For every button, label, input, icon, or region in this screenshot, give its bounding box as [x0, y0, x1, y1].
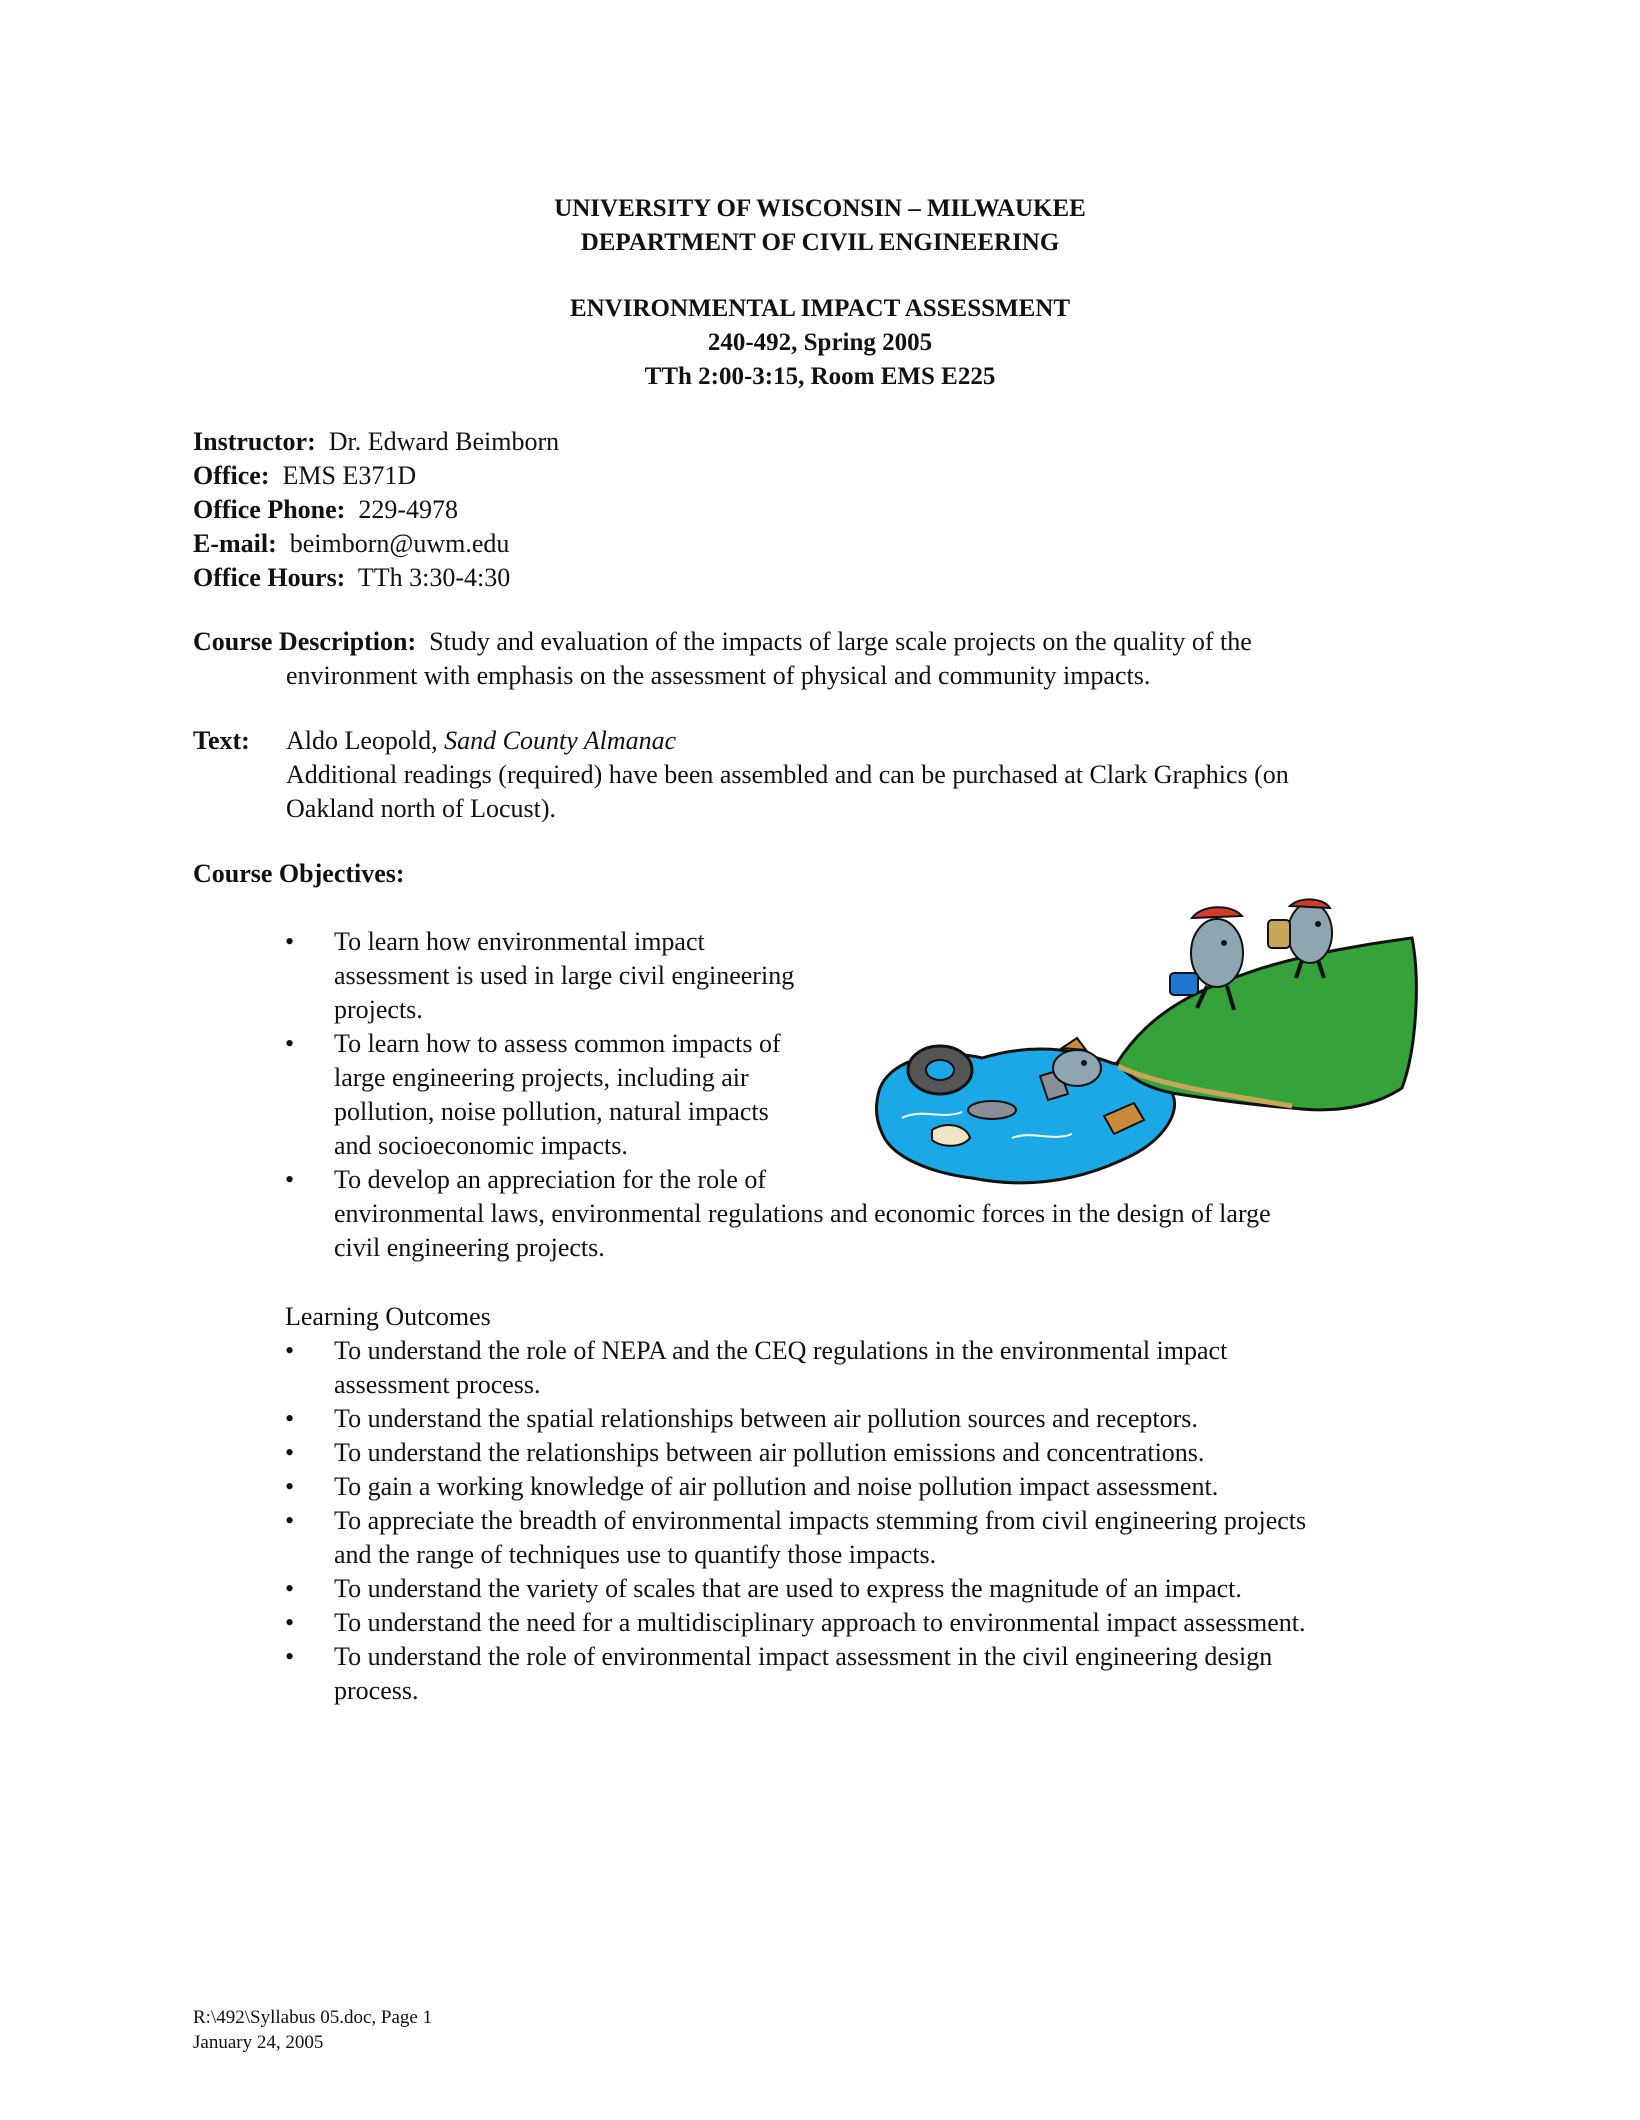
objective-item-line: projects. [334, 995, 423, 1024]
bullet-icon: • [285, 1608, 295, 1637]
office-value: EMS E371D [282, 461, 417, 490]
outcome-item-line: To understand the role of NEPA and the CEQ regulations in the environmental impact [334, 1336, 1228, 1365]
bullet-icon: • [285, 1029, 295, 1058]
email-label: E-mail: [193, 529, 277, 558]
instructor-name: Dr. Edward Beimborn [328, 427, 560, 456]
objective-item-line: civil engineering projects. [334, 1233, 605, 1262]
outcome-item [285, 1470, 1306, 1504]
bullet-icon: • [285, 1404, 295, 1433]
course-title: ENVIRONMENTAL IMPACT ASSESSMENT [569, 295, 1071, 322]
outcome-item [285, 1402, 1306, 1436]
phone-label: Office Phone: [193, 495, 346, 524]
email-value: beimborn@uwm.edu [289, 529, 510, 558]
outcomes-heading: Learning Outcomes [285, 1302, 491, 1331]
objective-item-line: and socioeconomic impacts. [334, 1131, 628, 1160]
tire-debris [908, 1046, 972, 1094]
objective-item-line: pollution, noise pollution, natural impacts [334, 1097, 769, 1126]
outcome-item [285, 1606, 1306, 1640]
text-line-2: Additional readings (required) have been assembled and can be purchased at Clark Graphics (on [286, 760, 1289, 789]
bullet-icon: • [285, 1336, 295, 1365]
outcome-item-line: process. [334, 1676, 419, 1705]
objective-item-line: environmental laws, environmental regulations and economic forces in the design of large [334, 1199, 1271, 1228]
objective-item-line: To learn how environmental impact [334, 927, 705, 956]
hours-row [193, 561, 559, 595]
outcome-item [285, 1572, 1306, 1606]
bullet-icon: • [285, 1165, 295, 1194]
description-label: Course Description: [193, 627, 417, 656]
instructor-label: Instructor: [193, 427, 316, 456]
objective-item-line: To develop an appreciation for the role of [334, 1165, 767, 1194]
department-name: DEPARTMENT OF CIVIL ENGINEERING [580, 229, 1060, 256]
outcome-item [285, 1334, 1306, 1402]
email-row [193, 527, 559, 561]
outcome-item-line: To understand the need for a multidisciplinary approach to environmental impact assessment. [334, 1608, 1306, 1637]
footer-date: January 24, 2005 [193, 2032, 324, 2053]
outcome-item-line: assessment process. [334, 1370, 541, 1399]
objectives-heading: Course Objectives: [193, 859, 405, 888]
office-label: Office: [193, 461, 270, 490]
office-row [193, 459, 559, 493]
university-name: UNIVERSITY OF WISCONSIN – MILWAUKEE [554, 195, 1086, 222]
bullet-icon: • [285, 927, 295, 956]
outcome-item-line: To gain a working knowledge of air pollution and noise pollution impact assessment. [334, 1472, 1219, 1501]
phone-row [193, 493, 559, 527]
institution-heading [0, 192, 1640, 260]
text-line-3: Oakland north of Locust). [286, 794, 557, 823]
outcome-item-line: To appreciate the breadth of environmental impacts stemming from civil engineering projects [334, 1506, 1307, 1535]
bullet-icon: • [285, 1642, 295, 1671]
text-author: Aldo Leopold, [286, 726, 445, 755]
page-footer [193, 2005, 432, 2055]
description-line-2: environment with emphasis on the assessment of physical and community impacts. [286, 661, 1151, 690]
outcome-item-line: To understand the variety of scales that are used to express the magnitude of an impact. [334, 1574, 1242, 1603]
contact-block [193, 425, 559, 595]
instructor-row [193, 425, 559, 459]
outcomes-list [285, 1334, 1306, 1708]
hours-value: TTh 3:30-4:30 [357, 563, 511, 592]
outcome-item [285, 1640, 1306, 1708]
objective-item-line: assessment is used in large civil engineering [334, 961, 795, 990]
grass-hill [1117, 938, 1416, 1110]
bullet-icon: • [285, 1472, 295, 1501]
outcome-item [285, 1436, 1306, 1470]
fish-in-water [1053, 1038, 1101, 1086]
objective-item-line: large engineering projects, including air [334, 1063, 749, 1092]
description-line-1: Course Description: Study and evaluation of the impacts of large scale projects on the quality of the [193, 627, 1252, 656]
outcome-item-line: and the range of techniques use to quantify those impacts. [334, 1540, 937, 1569]
fish-cartoon-illustration [872, 898, 1422, 1188]
outcome-item [285, 1504, 1306, 1572]
course-description [193, 625, 1252, 693]
hours-label: Office Hours: [193, 563, 346, 592]
text-book-title: Sand County Almanac [444, 726, 677, 755]
footer-file-path: R:\492\Syllabus 05.doc, Page 1 [193, 2007, 433, 2028]
course-heading [0, 292, 1640, 394]
text-line-1 [193, 724, 1289, 758]
bullet-icon: • [285, 1438, 295, 1467]
course-number: 240-492, Spring 2005 [707, 329, 933, 356]
phone-value: 229-4978 [358, 495, 459, 524]
bullet-icon: • [285, 1506, 295, 1535]
text-section [193, 724, 1289, 826]
outcome-item-line: To understand the relationships between air pollution emissions and concentrations. [334, 1438, 1205, 1467]
bullet-icon: • [285, 1574, 295, 1603]
course-schedule: TTh 2:00-3:15, Room EMS E225 [644, 363, 996, 390]
objective-item-line: To learn how to assess common impacts of [334, 1029, 781, 1058]
text-label: Text: [193, 726, 250, 755]
outcome-item-line: To understand the spatial relationships between air pollution sources and receptors. [334, 1404, 1198, 1433]
outcome-item-line: To understand the role of environmental impact assessment in the civil engineering design [334, 1642, 1273, 1671]
